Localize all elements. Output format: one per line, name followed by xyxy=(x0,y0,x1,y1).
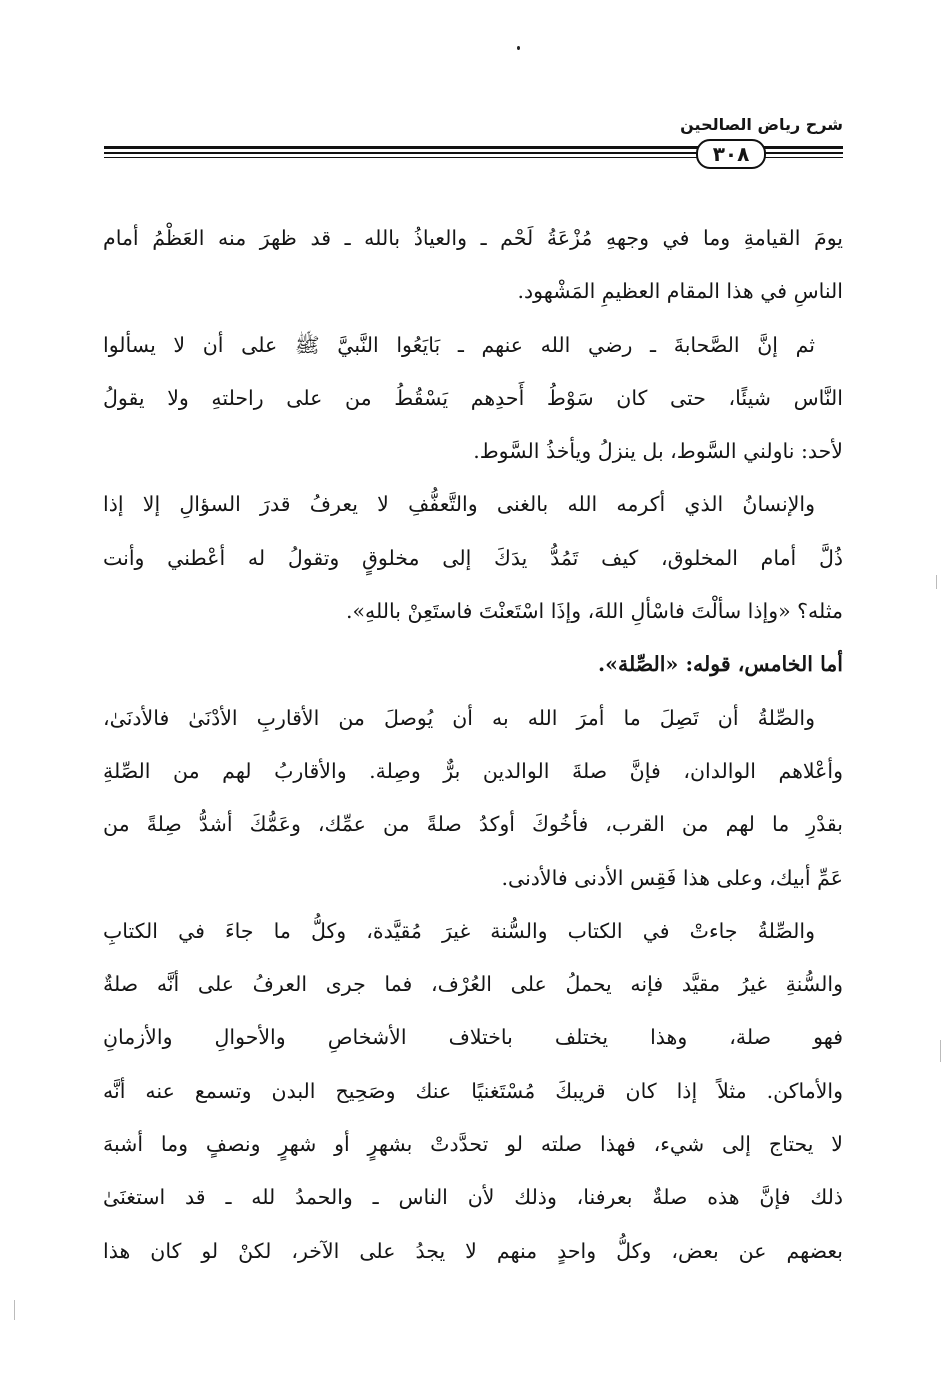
text-line: والأماكن. مثلاً إذا كان قريبكَ مُسْتَغنيًا عنك وصَحِيح البدن وتسمع عنه أنَّه xyxy=(103,1078,843,1103)
text-line: وأعْلاهم الوالدان، فإنَّ صلةَ الوالدين برٌّ وصِلة. والأقاربُ لهم من الصِّلةِ xyxy=(103,758,843,783)
text-line: والصِّلةُ أن تَصِلَ ما أمرَ الله به أن يُوصلَ من الأقاربِ الأدْنَىٰ فالأدنَىٰ، xyxy=(103,705,815,730)
text-line: ذلك فإنَّ هذه صلةٌ بعرفنا، وذلك لأن الناس ـ والحمدُ لله ـ قد استغنَىٰ xyxy=(103,1185,843,1210)
body-text xyxy=(103,212,843,1278)
page-speck xyxy=(517,46,520,50)
text-line: الناسِ في هذا المقام العظيمِ المَشْهود. xyxy=(517,279,843,304)
section-heading: أما الخامس، قوله: «الصِّلة». xyxy=(598,652,843,677)
text-line: بعضهم عن بعض، وكلُّ واحدٍ منهم لا يجدُ على الآخر، لكنْ لو كان هذا xyxy=(103,1238,843,1263)
text-line: النَّاس شيئًا، حتى كان سَوْطُ أَحدِهم يَسْقُطُ من على راحلتهِ ولا يقولُ xyxy=(103,385,843,410)
text-line: مثله؟ «وإذا سألْتَ فاسْألِ اللهَ، وإذَا اسْتَعنْتَ فاستَعِنْ باللهِ». xyxy=(345,599,843,624)
margin-mark xyxy=(936,575,937,589)
text-line: فهو صلة، وهذا يختلف باختلاف الأشخاصِ والأحوالِ والأزمانِ xyxy=(103,1025,843,1050)
text-line: لأحد: ناولني السَّوط، بل ينزلُ ويأخذُ السَّوط. xyxy=(473,439,843,464)
text-line: ذُلَّ أمام المخلوق، كيف تَمُدُّ يدَكَ إلى مخلوقٍ وتقولُ له أعْطني وأنت xyxy=(103,545,843,570)
text-line: بقدْرِ ما لهم من القرب، فأخُوكَ أوكدُ صلةً من عمِّك، وعَمُّكَ أشدُّ صِلةً من xyxy=(103,812,843,837)
text-line: والسُّنةِ غيرُ مقيَّد فإنه يحملُ على العُرْف، فما جرى العرفُ على أنَّه صلةٌ xyxy=(103,972,843,997)
page-number: ٣٠٨ xyxy=(696,139,766,169)
text-line: لا يحتاج إلى شيء، فهذا صلته لو تحدَّدتْ بشهرٍ أو شهرٍ ونصفٍ وما أشبهَ xyxy=(103,1132,843,1157)
margin-mark xyxy=(14,1300,15,1320)
margin-mark xyxy=(940,1040,941,1062)
text-line: والإنسانُ الذي أكرمه الله بالغنى والتَّعفُّفِ لا يعرفُ قدرَ السؤالِ إلا إذا xyxy=(103,492,815,517)
text-line: ثم إنَّ الصَّحابةَ ـ رضي الله عنهم ـ بَايَعُوا النَّبيَّ ﷺ على أن لا يسألوا xyxy=(103,332,815,357)
text-line: والصِّلةُ جاءتْ في الكتاب والسُّنة غيرَ مُقيَّدة، وكلُّ ما جاءَ في الكتابِ xyxy=(103,918,815,943)
text-line: عَمِّ أبيك، وعلى هذا فَقِس الأدنى فالأدنى. xyxy=(501,865,843,890)
running-title: شرح رياض الصالحين xyxy=(680,115,843,134)
text-line: يومَ القيامةِ وما في وجههِ مُزْعَةُ لَحْم ـ والعياذُ بالله ـ قد ظهرَ منه العَظْمُ أمام xyxy=(103,226,843,250)
